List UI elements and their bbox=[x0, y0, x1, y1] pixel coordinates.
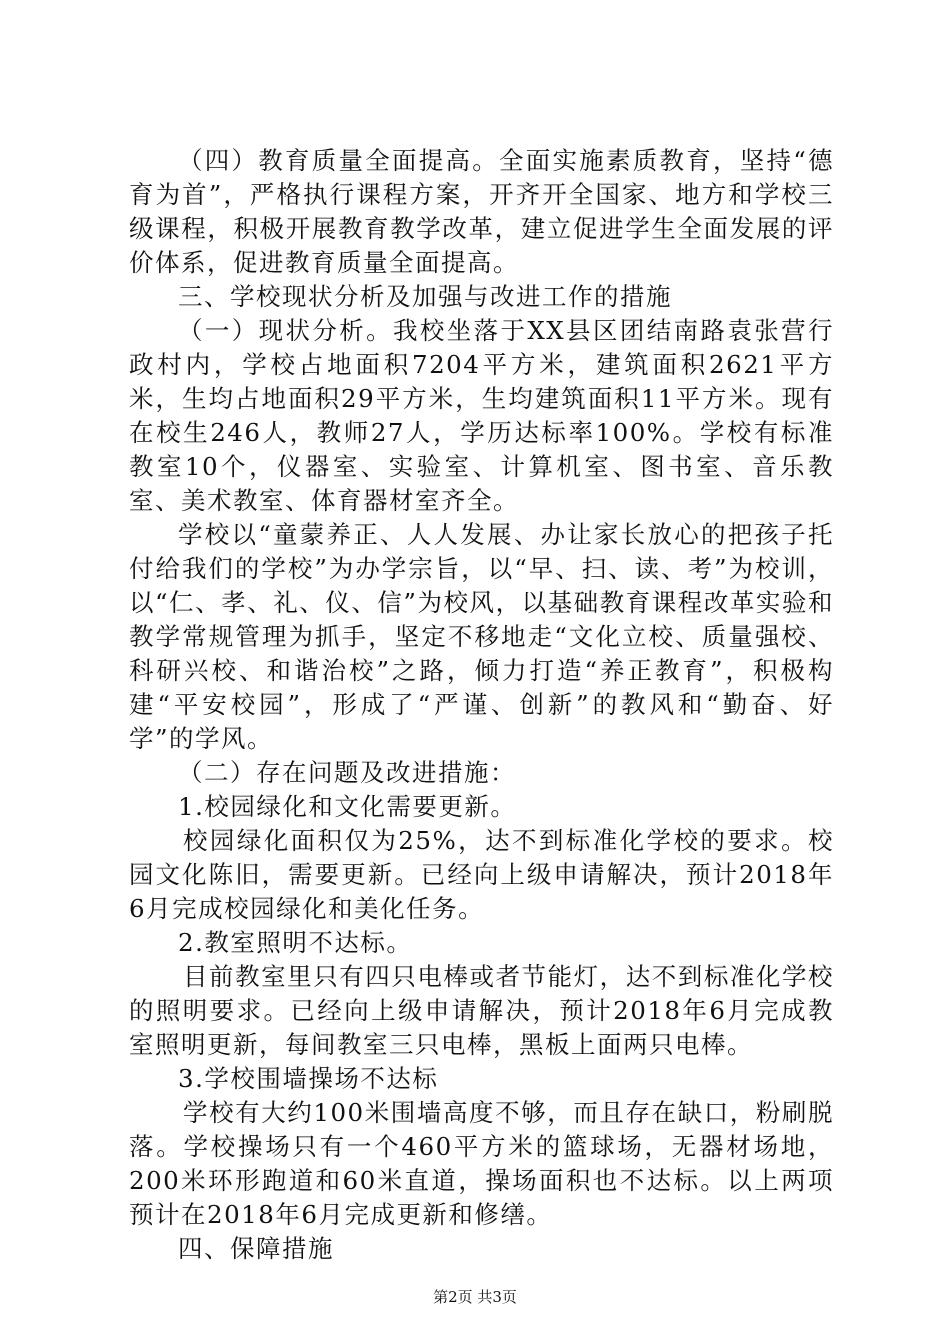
item-heading-lighting: 2.教室照明不达标。 bbox=[178, 928, 413, 957]
paragraph-education-quality: （四）教育质量全面提高。全面实施素质教育，坚持“德育为首”，严格执行课程方案，开齐开全国家、地方和学校三级课程，积极开展教育教学改革，建立促进学生全面发展的评价体系，促进教育质量全面提高。 bbox=[129, 146, 834, 277]
item-heading-wall-playground: 3.学校围墙操场不达标 bbox=[178, 1064, 439, 1093]
paragraph-school-philosophy: 学校以“童蒙养正、人人发展、办让家长放心的把孩子托付给我们的学校”为办学宗旨，以“早、扫、读、考”为校训，以“仁、孝、礼、仪、信”为校风，以基础教育课程改革实验和教学常规管理为抓手，坚定不移地走“文化立校、质量强校、科研兴校、和谐治校”之路，倾力打造“养正教育”，积极构建“平安校园”，形成了“严谨、创新”的教风和“勤奋、好学”的学风。 bbox=[129, 520, 834, 753]
paragraph-greening: 校园绿化面积仅为25%，达不到标准化学校的要求。校园文化陈旧，需要更新。已经向上级申请解决，预计2018年6月完成校园绿化和美化任务。 bbox=[129, 826, 834, 923]
document-body bbox=[129, 144, 834, 1266]
section-heading-safeguards: 四、保障措施 bbox=[178, 1234, 334, 1263]
paragraph-status-analysis: （一）现状分析。我校坐落于XX县区团结南路袁张营行政村内，学校占地面积7204平方米，建筑面积2621平方米，生均占地面积29平方米，生均建筑面积11平方米。现有在校生246人，教师27人，学历达标率100%。学校有标准教室10个，仪器室、实验室、计算机室、图书室、音乐教室、美术教室、体育器材室齐全。 bbox=[129, 316, 834, 515]
paragraph-wall-playground: 学校有大约100米围墙高度不够，而且存在缺口，粉刷脱落。学校操场只有一个460平方米的篮球场，无器材场地，200米环形跑道和60米直道，操场面积也不达标。以上两项预计在2018年6月完成更新和修缮。 bbox=[129, 1098, 834, 1229]
item-heading-greening: 1.校园绿化和文化需要更新。 bbox=[178, 792, 517, 821]
section-heading-status-analysis: 三、学校现状分析及加强与改进工作的措施 bbox=[178, 282, 672, 311]
page-footer-page-number: 第2页 共3页 bbox=[433, 1288, 517, 1306]
subheading-problems-measures: （二）存在问题及改进措施： bbox=[178, 758, 516, 787]
paragraph-lighting: 目前教室里只有四只电棒或者节能灯，达不到标准化学校的照明要求。已经向上级申请解决，预计2018年6月完成教室照明更新，每间教室三只电棒，黑板上面两只电棒。 bbox=[129, 962, 834, 1059]
